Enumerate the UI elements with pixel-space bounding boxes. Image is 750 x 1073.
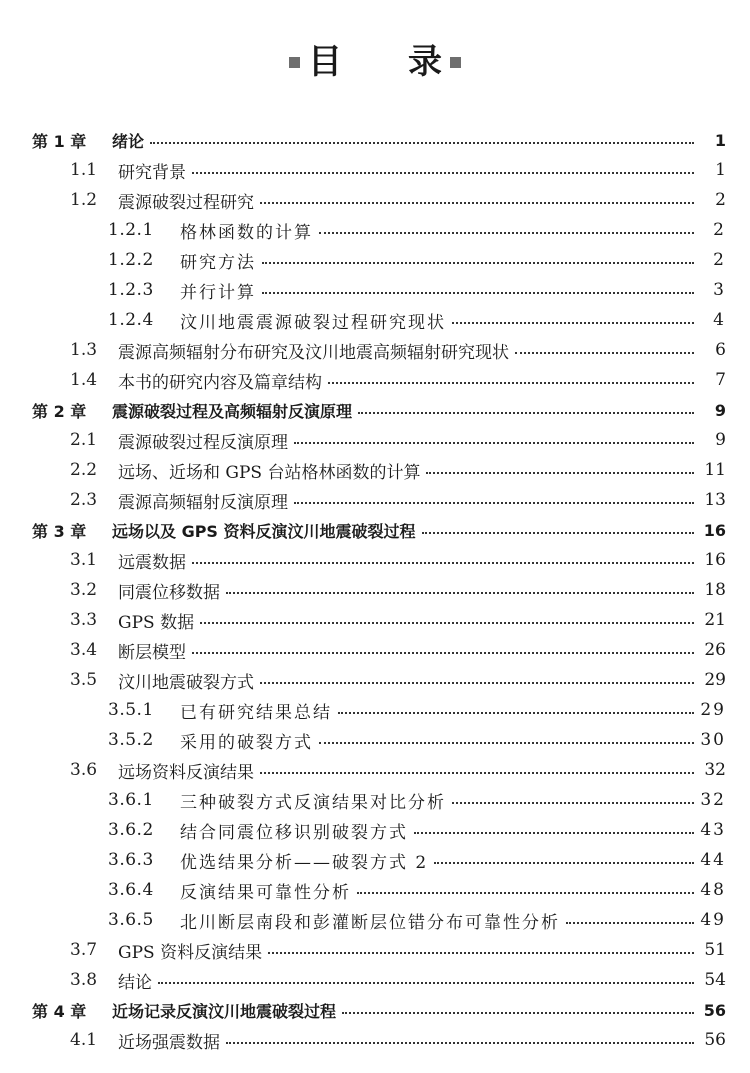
toc-dot-leader bbox=[260, 772, 694, 774]
toc-entry-title: 震源高频辐射分布研究及汶川地震高频辐射研究现状 bbox=[118, 342, 509, 363]
toc-entry-page-number: 2 bbox=[713, 250, 726, 270]
toc-entry-title: 远场资料反演结果 bbox=[118, 762, 254, 783]
toc-entry-title: 远震数据 bbox=[118, 552, 186, 573]
toc-entry-title: 同震位移数据 bbox=[118, 582, 220, 603]
toc-entry-title: 近场强震数据 bbox=[118, 1032, 220, 1053]
toc-dot-leader bbox=[268, 952, 694, 954]
toc-dot-leader bbox=[434, 862, 694, 864]
toc-entry-number: 3.2 bbox=[70, 580, 98, 600]
toc-entry-number: 第 2 章 bbox=[32, 401, 87, 421]
toc-entry[interactable] bbox=[0, 785, 750, 815]
toc-entry-number: 3.6.4 bbox=[108, 880, 154, 900]
toc-entry-title: 震源破裂过程及高频辐射反演原理 bbox=[112, 401, 353, 421]
toc-entry[interactable] bbox=[0, 365, 750, 395]
toc-entry-page-number: 2 bbox=[715, 190, 726, 210]
toc-entry[interactable] bbox=[0, 545, 750, 575]
toc-entry-page-number: 29 bbox=[700, 700, 726, 720]
toc-entry-title: 汶川地震破裂方式 bbox=[118, 672, 254, 693]
toc-entry-title: 远场以及 GPS 资料反演汶川地震破裂过程 bbox=[112, 521, 416, 541]
toc-entry[interactable] bbox=[0, 425, 750, 455]
toc-entry-page-number: 30 bbox=[700, 730, 726, 750]
toc-entry[interactable] bbox=[0, 725, 750, 755]
toc-entry[interactable] bbox=[0, 605, 750, 635]
toc-entry-title: GPS 资料反演结果 bbox=[118, 942, 263, 963]
toc-dot-leader bbox=[515, 352, 694, 354]
toc-dot-leader bbox=[192, 172, 694, 174]
title-left-square-icon bbox=[289, 57, 300, 68]
toc-entry[interactable] bbox=[0, 635, 750, 665]
toc-entry-title: 并行计算 bbox=[180, 282, 256, 303]
toc-dot-leader bbox=[328, 382, 694, 384]
toc-entry-title: 绪论 bbox=[112, 131, 145, 151]
toc-entry-number: 第 1 章 bbox=[32, 131, 87, 151]
toc-entry[interactable] bbox=[0, 935, 750, 965]
toc-entry[interactable] bbox=[0, 845, 750, 875]
toc-entry-page-number: 54 bbox=[704, 970, 726, 990]
toc-entry-page-number: 44 bbox=[700, 850, 726, 870]
toc-dot-leader bbox=[260, 202, 694, 204]
toc-entry-page-number: 11 bbox=[704, 460, 726, 480]
toc-entry-page-number: 32 bbox=[700, 790, 726, 810]
toc-dot-leader bbox=[338, 712, 694, 714]
toc-entry-number: 3.5.1 bbox=[108, 700, 154, 720]
toc-entry-page-number: 6 bbox=[715, 340, 726, 360]
page-title bbox=[0, 40, 750, 84]
toc-dot-leader bbox=[150, 142, 694, 144]
toc-entry-number: 4.1 bbox=[70, 1030, 98, 1050]
toc-dot-leader bbox=[192, 562, 694, 564]
toc-entry-number: 第 4 章 bbox=[32, 1001, 87, 1021]
toc-entry-number: 1.2.3 bbox=[108, 280, 154, 300]
toc-entry-page-number: 13 bbox=[704, 490, 726, 510]
toc-entry[interactable] bbox=[0, 1025, 750, 1055]
toc-entry-number: 3.1 bbox=[70, 550, 98, 570]
toc-dot-leader bbox=[452, 322, 694, 324]
toc-entry-page-number: 9 bbox=[714, 400, 726, 420]
toc-entry-page-number: 48 bbox=[700, 880, 726, 900]
title-char-2: 录 bbox=[408, 42, 442, 82]
toc-entry[interactable] bbox=[0, 965, 750, 995]
toc-dot-leader bbox=[262, 292, 694, 294]
toc-dot-leader bbox=[566, 922, 694, 924]
toc-entry-number: 3.7 bbox=[70, 940, 98, 960]
toc-entry[interactable] bbox=[0, 485, 750, 515]
toc-entry-number: 2.2 bbox=[70, 460, 98, 480]
toc-entry-title: 本书的研究内容及篇章结构 bbox=[118, 372, 322, 393]
toc-dot-leader bbox=[200, 622, 694, 624]
toc-entry-title: 已有研究结果总结 bbox=[180, 702, 332, 723]
toc-entry[interactable] bbox=[0, 905, 750, 935]
toc-dot-leader bbox=[422, 532, 694, 534]
toc-entry-title: 三种破裂方式反演结果对比分析 bbox=[180, 792, 446, 813]
toc-dot-leader bbox=[260, 682, 694, 684]
toc-entry-title: 汶川地震震源破裂过程研究现状 bbox=[180, 312, 446, 333]
toc-entry-number: 第 3 章 bbox=[32, 521, 87, 541]
toc-dot-leader bbox=[414, 832, 694, 834]
toc-entry-number: 3.5 bbox=[70, 670, 98, 690]
toc-dot-leader bbox=[226, 1042, 694, 1044]
toc-entry-title: 远场、近场和 GPS 台站格林函数的计算 bbox=[118, 462, 421, 483]
toc-entry-page-number: 3 bbox=[713, 280, 726, 300]
toc-dot-leader bbox=[426, 472, 694, 474]
toc-entry-number: 1.2 bbox=[70, 190, 98, 210]
title-right-square-icon bbox=[450, 57, 461, 68]
toc-entry-title: GPS 数据 bbox=[118, 612, 195, 633]
toc-entry[interactable] bbox=[0, 185, 750, 215]
toc-entry-number: 3.4 bbox=[70, 640, 98, 660]
toc-entry-title: 近场记录反演汶川地震破裂过程 bbox=[112, 1001, 337, 1021]
toc-dot-leader bbox=[294, 502, 694, 504]
toc-dot-leader bbox=[192, 652, 694, 654]
toc-entry-number: 3.6.3 bbox=[108, 850, 154, 870]
toc-entry-page-number: 18 bbox=[704, 580, 726, 600]
toc-dot-leader bbox=[319, 232, 694, 234]
toc-entry-title: 断层模型 bbox=[118, 642, 186, 663]
toc-entry[interactable] bbox=[0, 125, 750, 155]
toc-dot-leader bbox=[262, 262, 694, 264]
toc-entry-number: 1.3 bbox=[70, 340, 98, 360]
toc-entry[interactable] bbox=[0, 155, 750, 185]
toc-entry[interactable] bbox=[0, 515, 750, 545]
toc-entry-page-number: 21 bbox=[704, 610, 726, 630]
toc-entry[interactable] bbox=[0, 215, 750, 245]
toc-entry-number: 3.6 bbox=[70, 760, 98, 780]
toc-dot-leader bbox=[358, 412, 694, 414]
toc-entry-title: 结论 bbox=[118, 972, 152, 993]
toc-entry-page-number: 9 bbox=[715, 430, 726, 450]
toc-entry-number: 3.6.5 bbox=[108, 910, 154, 930]
toc-entry-number: 3.6.1 bbox=[108, 790, 154, 810]
toc-entry-page-number: 56 bbox=[704, 1030, 726, 1050]
toc-entry-page-number: 2 bbox=[713, 220, 726, 240]
toc-entry-number: 1.1 bbox=[70, 160, 98, 180]
toc-entry[interactable] bbox=[0, 305, 750, 335]
toc-entry-page-number: 7 bbox=[715, 370, 726, 390]
toc-entry-number: 2.1 bbox=[70, 430, 98, 450]
toc-entry[interactable] bbox=[0, 395, 750, 425]
toc-entry-number: 1.2.1 bbox=[108, 220, 154, 240]
toc-entry-page-number: 43 bbox=[700, 820, 726, 840]
toc-entry-title: 研究方法 bbox=[180, 252, 256, 273]
toc-entry-title: 格林函数的计算 bbox=[180, 222, 313, 243]
toc-dot-leader bbox=[342, 1012, 694, 1014]
toc-entry[interactable] bbox=[0, 275, 750, 305]
toc-entry-page-number: 56 bbox=[703, 1000, 726, 1020]
toc-entry[interactable] bbox=[0, 575, 750, 605]
toc-entry-page-number: 51 bbox=[704, 940, 726, 960]
toc-entry-page-number: 1 bbox=[714, 130, 726, 150]
toc-entry-title: 震源破裂过程研究 bbox=[118, 192, 254, 213]
toc-entry-page-number: 1 bbox=[715, 160, 726, 180]
toc-entry[interactable] bbox=[0, 755, 750, 785]
toc-entry-page-number: 16 bbox=[703, 520, 726, 540]
toc-entry-page-number: 26 bbox=[704, 640, 726, 660]
toc-entry-number: 3.5.2 bbox=[108, 730, 154, 750]
toc-dot-leader bbox=[452, 802, 694, 804]
toc-entry-number: 1.2.4 bbox=[108, 310, 154, 330]
toc-entry-title: 震源高频辐射反演原理 bbox=[118, 492, 288, 513]
toc-entry[interactable] bbox=[0, 245, 750, 275]
toc-entry[interactable] bbox=[0, 995, 750, 1025]
toc-entry-number: 2.3 bbox=[70, 490, 98, 510]
toc-entry-number: 3.8 bbox=[70, 970, 98, 990]
toc-entry-page-number: 29 bbox=[704, 670, 726, 690]
toc-entry[interactable] bbox=[0, 695, 750, 725]
toc-dot-leader bbox=[158, 982, 694, 984]
toc-entry[interactable] bbox=[0, 815, 750, 845]
toc-entry-page-number: 49 bbox=[700, 910, 726, 930]
toc-entry[interactable] bbox=[0, 455, 750, 485]
toc-entry-number: 3.3 bbox=[70, 610, 98, 630]
toc-entry-number: 1.2.2 bbox=[108, 250, 154, 270]
toc-entry-title: 震源破裂过程反演原理 bbox=[118, 432, 288, 453]
toc-entry-title: 北川断层南段和彭灌断层位错分布可靠性分析 bbox=[180, 912, 560, 933]
toc-entry-title: 研究背景 bbox=[118, 162, 186, 183]
toc-entry-title: 结合同震位移识别破裂方式 bbox=[180, 822, 408, 843]
toc-dot-leader bbox=[357, 892, 694, 894]
toc-entry-title: 反演结果可靠性分析 bbox=[180, 882, 351, 903]
title-char-1: 目 bbox=[308, 42, 342, 82]
toc-dot-leader bbox=[294, 442, 694, 444]
toc-entry[interactable] bbox=[0, 335, 750, 365]
toc-entry[interactable] bbox=[0, 875, 750, 905]
toc-dot-leader bbox=[319, 742, 694, 744]
toc-entry-page-number: 16 bbox=[704, 550, 726, 570]
toc-entry-page-number: 32 bbox=[704, 760, 726, 780]
toc-entry-number: 3.6.2 bbox=[108, 820, 154, 840]
toc-dot-leader bbox=[226, 592, 694, 594]
toc-entry-title: 采用的破裂方式 bbox=[180, 732, 313, 753]
toc-entry-page-number: 4 bbox=[713, 310, 726, 330]
toc-entry-number: 1.4 bbox=[70, 370, 98, 390]
toc-entry-title: 优选结果分析——破裂方式 2 bbox=[180, 852, 429, 873]
toc-entry[interactable] bbox=[0, 665, 750, 695]
